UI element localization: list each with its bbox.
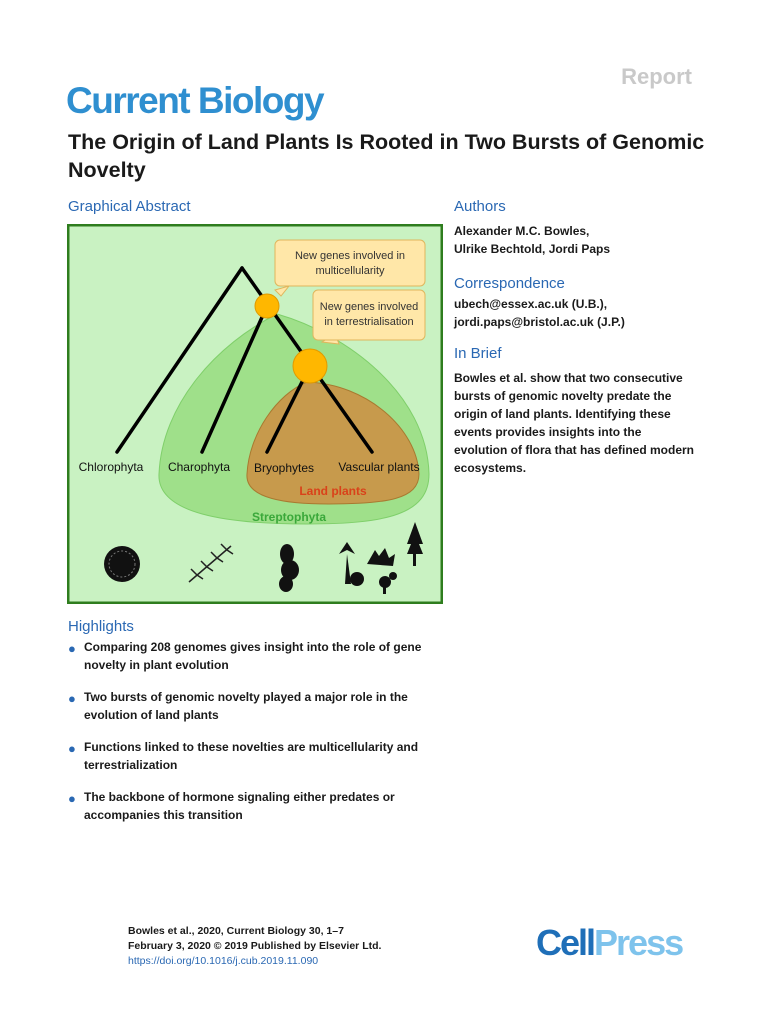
chlorophyta-cell-icon [104, 546, 140, 582]
taxon-bryophytes: Bryophytes [253, 461, 315, 475]
node-multicellularity [255, 294, 279, 318]
callout-bottom-line1: New genes involved [319, 301, 419, 313]
highlight-line: evolution of land plants [84, 708, 219, 722]
taxon-charophyta: Charophyta [167, 460, 231, 474]
article-title: The Origin of Land Plants Is Rooted in Two Bursts of Genomic Novelty [68, 130, 705, 182]
highlight-line: terrestrialization [84, 758, 178, 772]
highlight-item [68, 788, 468, 824]
highlight-line: novelty in plant evolution [84, 658, 229, 672]
authors-heading: Authors [454, 198, 506, 215]
correspondence-line2[interactable]: jordi.paps@bristol.ac.uk (J.P.) [454, 315, 625, 329]
callout-terrestrialisation [313, 290, 425, 344]
bullet-icon: ● [68, 691, 76, 706]
authors-line1: Alexander M.C. Bowles, [454, 224, 590, 238]
authors-line2: Ulrike Bechtold, Jordi Paps [454, 242, 611, 256]
report-label: Report [621, 64, 692, 89]
highlight-line: The backbone of hormone signaling either predates or [84, 790, 395, 804]
taxon-vascular-plants: Vascular plants [338, 460, 420, 474]
footer-date: February 3, 2020 © 2019 Published by Elsevier Ltd. [128, 940, 382, 952]
callout-bottom-line2: in terrestrialisation [324, 316, 414, 328]
in-brief-line1: Bowles et al. show that two consecutive [454, 371, 683, 385]
bullet-icon: ● [68, 641, 76, 656]
bullet-icon: ● [68, 741, 76, 756]
highlight-line: Functions linked to these novelties are multicellularity and [84, 740, 419, 754]
logo-cell: Cell [536, 922, 595, 963]
highlight-line: Comparing 208 genomes gives insight into the role of gene [84, 640, 422, 654]
highlight-item [68, 688, 468, 724]
callout-top-line1: New genes involved in [294, 250, 406, 262]
footer-citation-block [128, 924, 381, 969]
highlight-line: accompanies this transition [84, 808, 243, 822]
cellpress-logo [536, 922, 682, 964]
correspondence-heading: Correspondence [454, 275, 565, 292]
bullet-icon: ● [68, 791, 76, 806]
in-brief-line5: evolution of flora that has defined modern [454, 443, 695, 457]
footer-doi-link[interactable]: https://doi.org/10.1016/j.cub.2019.11.090 [128, 955, 319, 967]
highlight-item [68, 638, 468, 674]
highlights-heading: Highlights [68, 618, 134, 635]
land-plants-label: Land plants [299, 484, 367, 498]
graphical-abstract [67, 224, 443, 604]
footer-citation: Bowles et al., 2020, Current Biology 30, 1–7 [128, 925, 344, 937]
taxon-chlorophyta: Chlorophyta [78, 460, 144, 474]
highlights-list [68, 638, 468, 838]
in-brief-line6: ecosystems. [454, 461, 527, 475]
node-terrestrialisation [293, 349, 327, 383]
in-brief-line3: origin of land plants. Identifying these [454, 407, 671, 421]
logo-press: Press [594, 922, 683, 963]
in-brief-line2: bursts of genomic novelty predate the [454, 389, 672, 403]
callout-top-line2: multicellularity [315, 265, 385, 277]
streptophyta-label: Streptophyta [251, 510, 327, 524]
highlight-item [68, 738, 468, 774]
correspondence-line1[interactable]: ubech@essex.ac.uk (U.B.), [454, 297, 608, 311]
in-brief-line4: events provides insights into the [454, 425, 642, 439]
graphical-abstract-heading: Graphical Abstract [68, 198, 191, 215]
journal-name: Current Biology [66, 80, 324, 121]
in-brief-heading: In Brief [454, 345, 502, 362]
highlight-line: Two bursts of genomic novelty played a major role in the [84, 690, 408, 704]
